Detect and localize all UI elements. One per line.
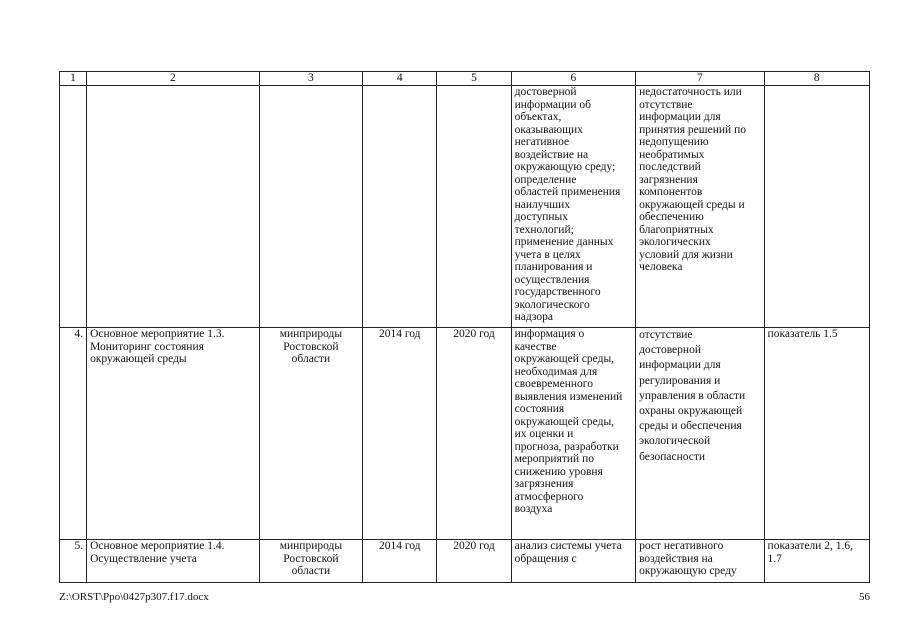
end-year-cell: 2020 год: [437, 540, 511, 583]
column-number-5: 5: [437, 72, 511, 86]
executor-cell: минприроды Ростовской области: [259, 328, 362, 540]
expected-result-cell: достоверной информации об объектах, оказывающих негативное воздействие на окружающую среду; определение областей применения наилучших доступных технологий; применение данных учета в целях планирования и осуществления государственного экологического надзора: [511, 86, 635, 328]
measure-name-cell: Основное мероприятие 1.4. Осуществление учета: [87, 540, 260, 583]
column-number-7: 7: [636, 72, 764, 86]
table-row: [60, 540, 870, 583]
indicator-cell: показатели 2, 1.6, 1.7: [764, 540, 869, 583]
empty-cell: [60, 86, 87, 328]
program-measures-table: [59, 71, 870, 583]
row-number: 4.: [60, 328, 87, 540]
empty-cell: [764, 86, 869, 328]
footer-page-number: 56: [859, 591, 870, 603]
empty-cell: [363, 86, 437, 328]
measure-name-cell: Основное мероприятие 1.3. Мониторинг состояния окружающей среды: [87, 328, 260, 540]
start-year-cell: 2014 год: [363, 540, 437, 583]
column-number-4: 4: [363, 72, 437, 86]
column-number-3: 3: [259, 72, 362, 86]
footer-file-path: Z:\ORST\Ppo\0427p307.f17.docx: [59, 591, 209, 603]
table-row-continued: [60, 86, 870, 328]
row-number: 5.: [60, 540, 87, 583]
start-year-cell: 2014 год: [363, 328, 437, 540]
column-number-6: 6: [511, 72, 635, 86]
indicator-cell: показатель 1.5: [764, 328, 869, 540]
table-header-row: [60, 72, 870, 86]
table-row: [60, 328, 870, 540]
empty-cell: [437, 86, 511, 328]
consequence-cell: рост негативного воздействия на окружающую среду: [636, 540, 764, 583]
consequence-cell: недостаточность или отсутствие информации для принятия решений по недопущению необратимых последствий загрязнения компонентов окружающей среды и обеспечению благоприятных экологических условий для жизни человека: [636, 86, 764, 328]
empty-cell: [259, 86, 362, 328]
expected-result-cell: анализ системы учета обращения с: [511, 540, 635, 583]
expected-result-cell: информация о качестве окружающей среды, необходимая для своевременного выявления изменений состояния окружающей среды, их оценки и прогноза, разработки мероприятий по снижению уровня загрязнения атмосферного воздуха: [511, 328, 635, 540]
executor-cell: минприроды Ростовской области: [259, 540, 362, 583]
column-number-2: 2: [87, 72, 260, 86]
empty-cell: [87, 86, 260, 328]
column-number-1: 1: [60, 72, 87, 86]
end-year-cell: 2020 год: [437, 328, 511, 540]
column-number-8: 8: [764, 72, 869, 86]
consequence-cell: отсутствие достоверной информации для регулирования и управления в области охраны окружающей среды и обеспечения экологической безопасности: [636, 328, 764, 540]
